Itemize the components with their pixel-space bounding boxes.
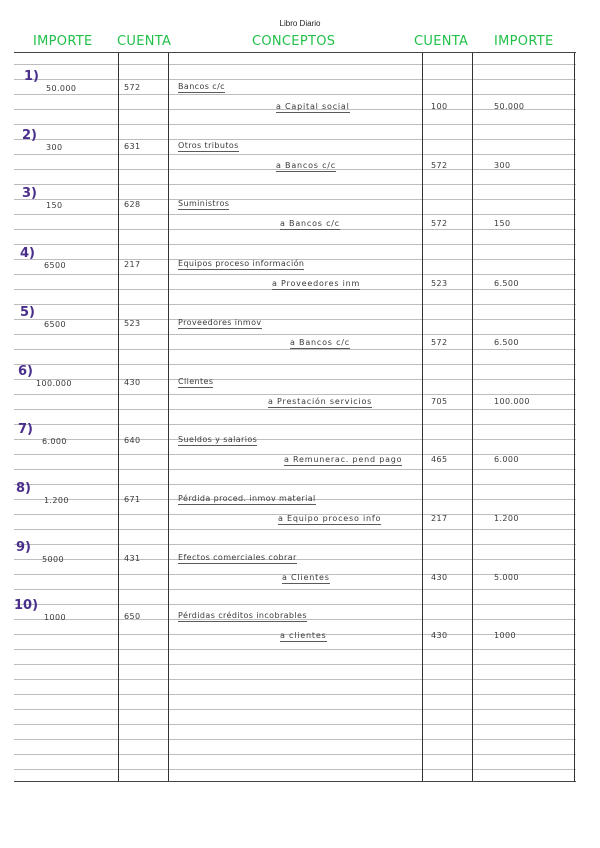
debit-concept: Pérdida proced. inmov material [178,494,316,503]
credit-concept: a Equipo proceso info [278,514,382,523]
debit-amount: 6.000 [42,437,67,446]
debit-amount: 100.000 [36,379,72,388]
debit-amount: 50.000 [46,84,77,93]
debit-concept: Efectos comerciales cobrar [178,553,297,562]
credit-account: 572 [431,338,448,347]
entry-number: 5) [20,305,35,320]
debit-account: 217 [124,260,141,269]
credit-account: 572 [431,219,448,228]
credit-amount: 1000 [494,631,516,640]
debit-account: 650 [124,612,141,621]
entry-number: 9) [16,540,31,555]
credit-concept: a Prestación servicios [268,397,373,406]
header-cuenta-right: CUENTA [414,34,469,49]
page-title: Libro Diario [279,19,321,28]
debit-amount: 300 [46,143,63,152]
journal-entry [14,186,576,241]
entry-number: 10) [14,598,39,613]
debit-concept: Suministros [178,199,230,208]
journal-entry [14,540,576,595]
debit-concept: Clientes [178,377,214,386]
credit-amount: 6.500 [494,279,519,288]
credit-concept: a Proveedores inm [272,279,361,288]
debit-amount: 150 [46,201,63,210]
header-cuenta-left: CUENTA [117,34,172,49]
credit-account: 465 [431,455,448,464]
credit-amount: 6.000 [494,455,519,464]
credit-concept: a Bancos c/c [280,219,341,228]
header-conceptos: CONCEPTOS [252,34,336,49]
header-importe-left: IMPORTE [33,34,93,49]
journal-entry [14,246,576,301]
credit-concept: a Capital social [276,102,350,111]
credit-amount: 5.000 [494,573,519,582]
credit-account: 100 [431,102,448,111]
debit-concept: Equipos proceso información [178,259,305,268]
journal-sheet [14,52,576,782]
journal-entry [14,598,576,653]
header-importe-right: IMPORTE [494,34,554,49]
credit-concept: a Bancos c/c [290,338,351,347]
credit-account: 705 [431,397,448,406]
debit-amount: 5000 [42,555,64,564]
entry-number: 7) [18,422,33,437]
credit-concept: a Remunerac. pend pago [284,455,403,464]
debit-amount: 1.200 [44,496,69,505]
credit-amount: 50.000 [494,102,525,111]
credit-concept: a Bancos c/c [276,161,337,170]
entry-number: 3) [22,186,37,201]
credit-account: 572 [431,161,448,170]
debit-amount: 6500 [44,320,66,329]
credit-account: 523 [431,279,448,288]
debit-account: 640 [124,436,141,445]
debit-account: 631 [124,142,141,151]
debit-amount: 1000 [44,613,66,622]
debit-account: 430 [124,378,141,387]
credit-amount: 100.000 [494,397,530,406]
journal-entry [14,481,576,536]
credit-amount: 1.200 [494,514,519,523]
credit-concept: a clientes [280,631,327,640]
credit-account: 430 [431,631,448,640]
journal-entry [14,128,576,183]
entry-number: 1) [24,69,39,84]
entry-number: 8) [16,481,31,496]
entry-number: 4) [20,246,35,261]
journal-entry [14,364,576,419]
debit-account: 572 [124,83,141,92]
debit-concept: Bancos c/c [178,82,225,91]
debit-account: 628 [124,200,141,209]
credit-amount: 6.500 [494,338,519,347]
credit-account: 217 [431,514,448,523]
debit-account: 671 [124,495,141,504]
entry-number: 6) [18,364,33,379]
debit-concept: Proveedores inmov [178,318,262,327]
journal-entry [14,422,576,477]
debit-account: 523 [124,319,141,328]
debit-account: 431 [124,554,141,563]
debit-amount: 6500 [44,261,66,270]
debit-concept: Sueldos y salarios [178,435,258,444]
credit-amount: 300 [494,161,511,170]
credit-account: 430 [431,573,448,582]
debit-concept: Pérdidas créditos incobrables [178,611,307,620]
debit-concept: Otros tributos [178,141,239,150]
journal-entry [14,69,576,124]
credit-concept: a Clientes [282,573,330,582]
credit-amount: 150 [494,219,511,228]
entry-number: 2) [22,128,37,143]
journal-entry [14,305,576,360]
